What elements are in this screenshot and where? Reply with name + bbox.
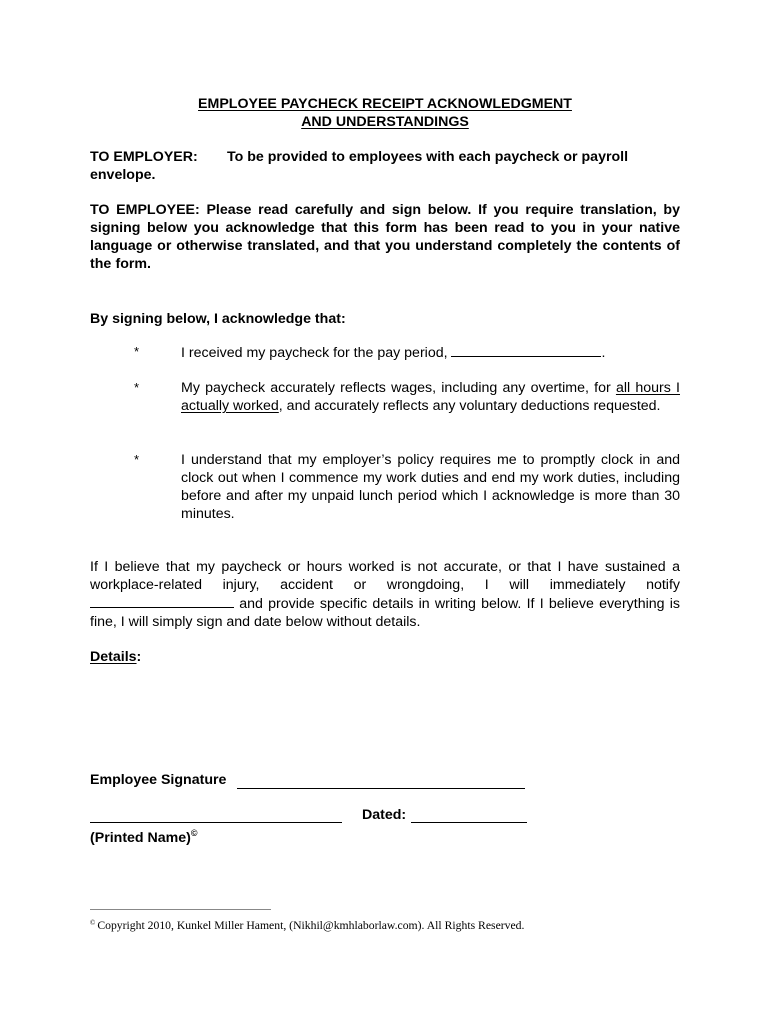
pay-period-blank-field[interactable] — [451, 343, 601, 357]
acknowledge-heading: By signing below, I acknowledge that: — [90, 311, 346, 327]
bullet-text: I understand that my employer’s policy requires me to promptly clock in and clock out when I commence my work duties and end my work duties, including before and after my unpaid lunch period which I acknowledge is more than 30 minutes. — [181, 452, 680, 522]
bullet-text: I received my paycheck for the pay period, . — [181, 345, 606, 361]
copyright-icon: © — [90, 919, 96, 927]
bullet-text: My paycheck accurately reflects wages, including any overtime, for all hours I actually worked, and accurately reflects any voluntary deductions requested. — [181, 380, 680, 414]
to-employer-paragraph — [90, 148, 680, 184]
to-employer-text: To be provided to employees with each paycheck or payroll envelope. — [90, 149, 629, 183]
details-label: Details: — [90, 649, 142, 665]
underlined-phrase: all hours I actually worked — [181, 380, 680, 414]
bullet-marker: * — [134, 380, 140, 395]
notify-person-blank-field[interactable] — [90, 594, 234, 608]
copyright-footnote-marker: © — [190, 828, 198, 838]
printed-name-label: (Printed Name)© — [90, 828, 198, 846]
employee-signature-field[interactable] — [237, 788, 525, 789]
copyright-footnote: © Copyright 2010, Kunkel Miller Hament, (Nikhil@kmhlaborlaw.com). All Rights Reserved. — [90, 919, 525, 932]
bullet-marker: * — [134, 452, 140, 467]
document-title-line-1: EMPLOYEE PAYCHECK RECEIPT ACKNOWLEDGMENT — [198, 96, 572, 112]
notify-paragraph: If I believe that my paycheck or hours worked is not accurate, or that I have sustained a workplace-related injury, accident or wrongdoing, I will immediately notify and provide specific details in writing below. If I believe everything is fine, I will simply sign and date below without details. — [90, 559, 680, 630]
printed-name-field[interactable] — [90, 822, 342, 823]
to-employee-paragraph: TO EMPLOYEE: Please read carefully and sign below. If you require translation, by signing below you acknowledge that this form has been read to you in your native language or otherwise translated, and that you understand completely the contents of the form. — [90, 202, 680, 272]
footnote-separator — [90, 909, 271, 910]
dated-label: Dated: — [362, 807, 407, 823]
document-title-line-2: AND UNDERSTANDINGS — [301, 114, 469, 130]
bullet-marker: * — [134, 344, 140, 359]
employee-signature-label: Employee Signature — [90, 772, 227, 788]
to-employer-label: TO EMPLOYER: — [90, 149, 198, 165]
dated-field[interactable] — [411, 822, 527, 823]
